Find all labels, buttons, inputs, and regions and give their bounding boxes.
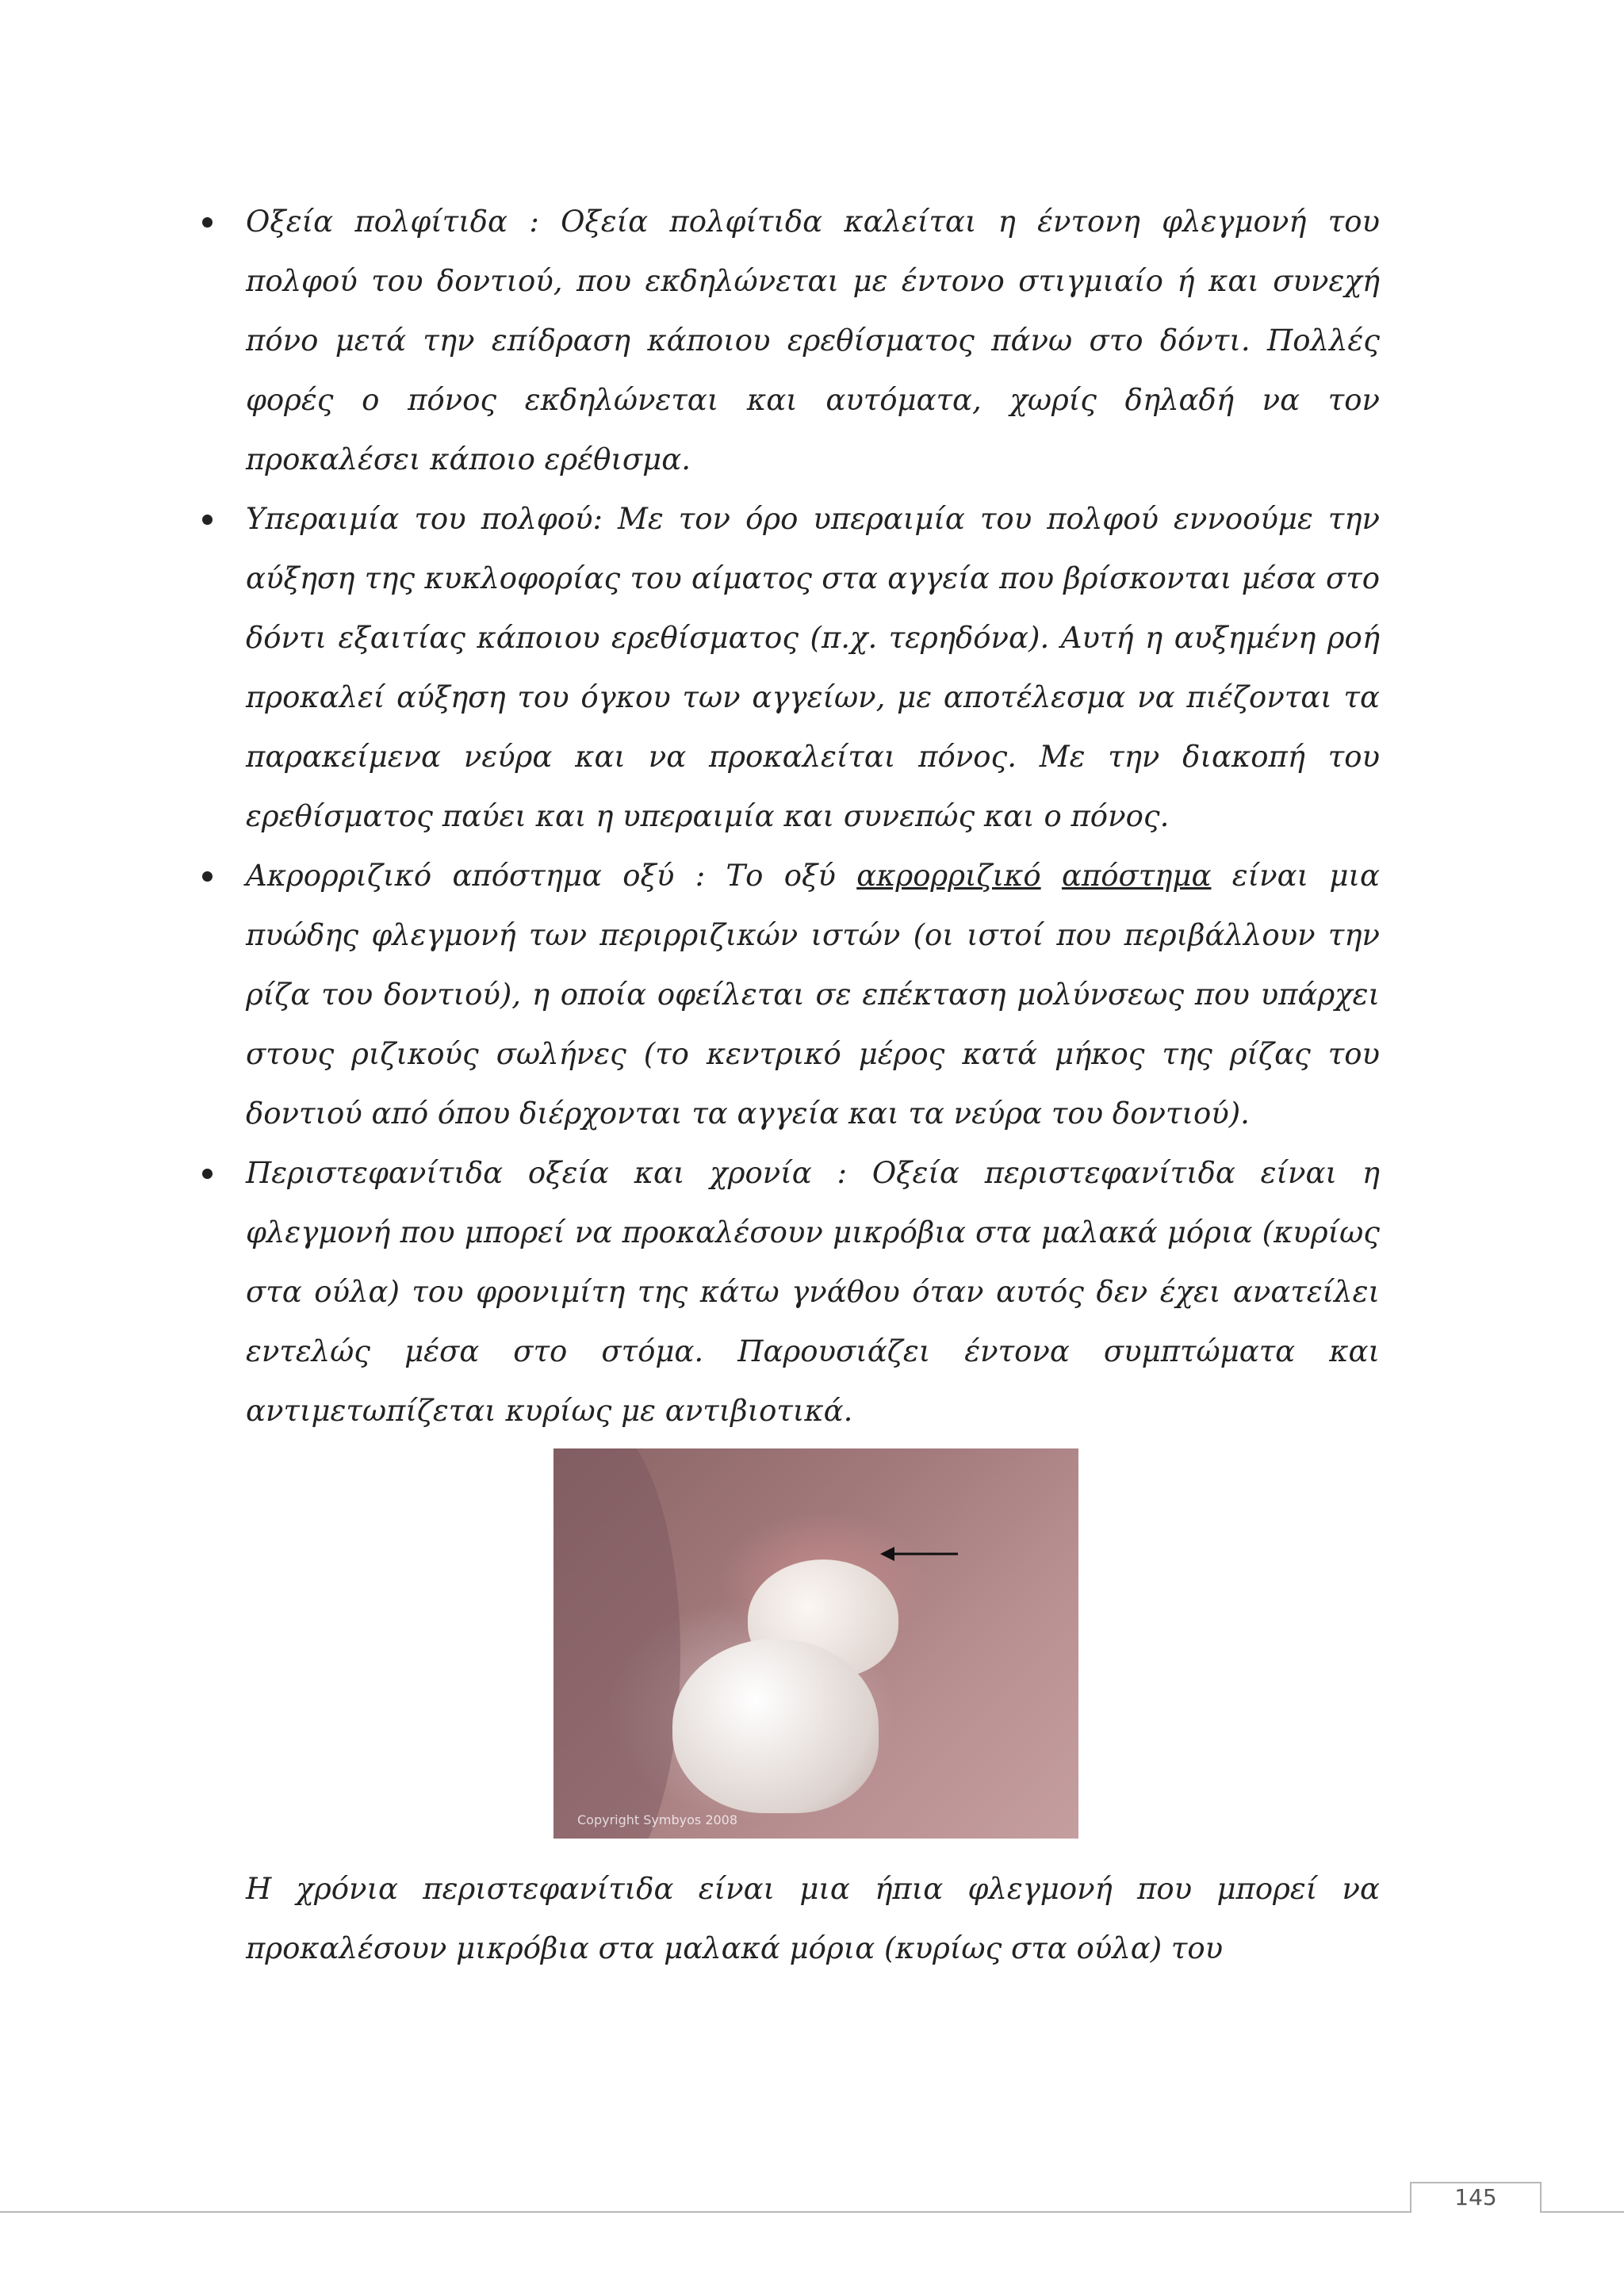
bullet-list xyxy=(246,192,1380,1441)
list-item xyxy=(246,192,1380,489)
list-item xyxy=(246,1143,1380,1441)
bullet-icon xyxy=(202,515,213,525)
item-rest: είναι μια πυώδης φλεγμονή των περιρριζικών ιστών (οι ιστοί που περιβάλλουν την ρίζα του δοντιού), η οποία οφείλεται σε επέκταση μολύνσεως που υπάρχει στους ριζικούς σωλήνες (το κεντρικό μέρος κατά μήκος της ρίζας του δοντιού από όπου διέρχονται τα αγγεία και τα νεύρα του δοντιού). xyxy=(246,859,1380,1131)
footer-rule xyxy=(0,2211,1410,2213)
bullet-icon xyxy=(202,217,213,228)
link-akrorizikο[interactable]: ακρορριζικό xyxy=(856,859,1041,893)
link-apostima[interactable]: απόστημα xyxy=(1061,859,1212,893)
item-text: Υπεραιμία του πολφού: Με τον όρο υπεραιμία του πολφού εννοούμε την αύξηση της κυκλοφορίας του αίματος στα αγγεία που βρίσκονται μέσα στο δόντι εξαιτίας κάποιου ερεθίσματος (π.χ. τερηδόνα). Αυτή η αυξημένη ροή προκαλεί αύξηση του όγκου των αγγείων, με αποτέλεσμα να πιέζονται τα παρακείμενα νεύρα και να προκαλείται πόνος. Με την διακοπή του ερεθίσματος παύει και η υπεραιμία και συνεπώς και ο πόνος. xyxy=(246,502,1380,833)
list-item xyxy=(246,846,1380,1143)
photo-copyright: Copyright Symbyos 2008 xyxy=(577,1812,738,1827)
body-paragraph: Η χρόνια περιστεφανίτιδα είναι μια ήπια φλεγμονή που μπορεί να προκαλέσουν μικρόβια στα μαλακά μόρια (κυρίως στα ούλα) του xyxy=(246,1872,1380,1965)
arrow-icon xyxy=(880,1542,959,1566)
page-number: 145 xyxy=(1454,2184,1497,2210)
list-item xyxy=(246,489,1380,846)
bullet-icon xyxy=(202,1169,213,1179)
item-lead: Ακρορριζικό απόστημα οξύ : Το οξύ xyxy=(246,859,857,893)
item-text: Περιστεφανίτιδα οξεία και χρονία : Οξεία περιστεφανίτιδα είναι η φλεγμονή που μπορεί να προκαλέσουν μικρόβια στα μαλακά μόρια (κυρίως στα ούλα) του φρονιμίτη της κάτω γνάθου όταν αυτός δεν έχει ανατείλει εντελώς μέσα στο στόμα. Παρουσιάζει έντονα συμπτώματα και αντιμετωπίζεται κυρίως με αντιβιοτικά. xyxy=(246,1156,1380,1428)
photo-tooth-shape xyxy=(672,1639,879,1813)
photo-cheek-shape xyxy=(553,1448,680,1839)
item-text: Οξεία πολφίτιδα : Οξεία πολφίτιδα καλείται η έντονη φλεγμονή του πολφού του δοντιού, που εκδηλώνεται με έντονο στιγμιαίο ή και συνεχή πόνο μετά την επίδραση κάποιου ερεθίσματος πάνω στο δόντι. Πολλές φορές ο πόνος εκδηλώνεται και αυτόματα, χωρίς δηλαδή να τον προκαλέσει κάποιο ερέθισμα. xyxy=(246,205,1380,476)
footer-rule xyxy=(1540,2211,1624,2213)
pericoronitis-photo xyxy=(553,1448,1078,1839)
page-content xyxy=(246,192,1380,1978)
bullet-icon xyxy=(202,871,213,882)
